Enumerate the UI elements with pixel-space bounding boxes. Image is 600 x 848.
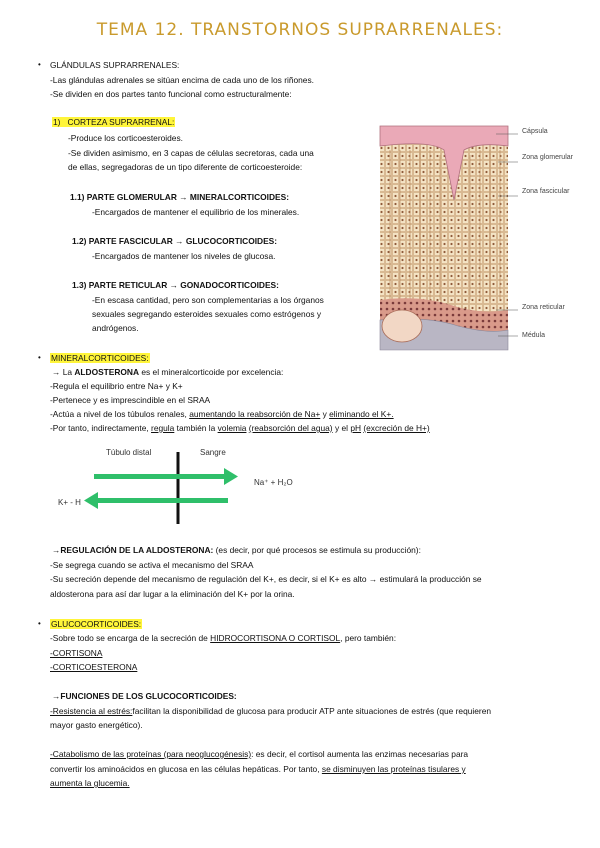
mineral-underlined: regula xyxy=(151,423,175,433)
part-reticular-desc-2: sexuales segregando esteroides sexuales como estrógenos y xyxy=(92,309,322,319)
mineral-underlined: (excreción de H+) xyxy=(363,423,430,433)
mineral-text: -Actúa a nivel de los túbulos renales, xyxy=(50,409,187,419)
gluco-underlined: -Resistencia al estrés: xyxy=(50,706,133,716)
gluco-text: , pero también: xyxy=(340,633,397,643)
gluco-title: GLUCOCORTICOIDES: xyxy=(51,619,142,629)
mineral-title: MINERALCORTICOIDES: xyxy=(51,353,149,363)
part-glomerular-num: 1.1) xyxy=(70,192,85,202)
mineral-line-4 xyxy=(50,409,394,420)
part-fascicular-name: PARTE FASCICULAR xyxy=(88,236,173,246)
mineral-line-3: -Pertenece y es imprescindible en el SRAA xyxy=(50,395,211,405)
label-tubulo-distal: Túbulo distal xyxy=(106,448,152,457)
gluco-underlined: HIDROCORTISONA O CORTISOL xyxy=(210,633,341,643)
arrow-right-icon: → xyxy=(52,691,61,701)
gluco-text: -Sobre todo se encarga de la secreción de xyxy=(50,633,208,643)
part-fascicular-num: 1.2) xyxy=(72,236,87,246)
part-reticular-heading xyxy=(72,280,279,291)
arrow-right-icon: → xyxy=(52,545,61,555)
part-fascicular-desc: -Encargados de mantener los niveles de glucosa. xyxy=(92,251,276,261)
corteza-heading xyxy=(52,117,175,128)
funcion-1-line-2: mayor gasto energético). xyxy=(50,720,143,730)
bullet-icon: • xyxy=(38,353,41,362)
transport-arrows xyxy=(58,448,328,528)
gluco-text: facilitan la disponibilidad de glucosa para producir ATP ante situaciones de estrés (que requieren xyxy=(132,706,492,716)
part-fascicular-hormone: GLUCOCORTICOIDES: xyxy=(185,236,278,246)
mineral-line-1 xyxy=(52,367,283,378)
label-k-h: K+ - H xyxy=(58,498,81,507)
page-title: TEMA 12. TRANSTORNOS SUPRARRENALES: xyxy=(96,20,504,40)
regulacion-line-3: aldosterona para así dar lugar a la eliminación del K+ por la orina. xyxy=(50,589,295,599)
part-reticular-name: PARTE RETICULAR xyxy=(88,280,168,290)
regulacion-title: REGULACIÓN DE LA ALDOSTERONA: xyxy=(60,545,214,555)
mineral-underlined: (reabsorción del agua) xyxy=(248,423,333,433)
corteza-line-1: -Produce los corticoesteroides. xyxy=(68,133,183,143)
label-zona-fascicular: Zona fascicular xyxy=(522,188,570,195)
mineral-text: también la xyxy=(176,423,216,433)
gluco-underlined: aumenta la glucemia. xyxy=(50,778,130,788)
regulacion-paren: (es decir, por qué procesos se estimula su producción): xyxy=(215,545,421,555)
gluco-underlined: se disminuyen las proteínas tisulares y xyxy=(321,764,466,774)
mineral-text: La xyxy=(62,367,73,377)
mineral-text: y el xyxy=(334,423,348,433)
arrow-right-icon: → xyxy=(169,280,178,290)
label-zona-glomerular: Zona glomerular xyxy=(522,154,573,161)
mineral-line-2: -Regula el equilibrio entre Na+ y K+ xyxy=(50,381,183,391)
mineral-line-5 xyxy=(50,423,430,434)
regulacion-line-1: -Se segrega cuando se activa el mecanismo del SRAA xyxy=(50,560,254,570)
corteza-line-3: de ellas, segregadoras de un tipo diferente de corticoesteroide: xyxy=(68,162,303,172)
arrow-right-icon: → xyxy=(175,236,184,246)
bullet-icon: • xyxy=(38,619,41,628)
adrenal-cortex-illustration xyxy=(378,120,588,352)
part-reticular-num: 1.3) xyxy=(72,280,87,290)
arrow-right-icon: → xyxy=(52,367,61,377)
intro-line-2: -Se dividen en dos partes tanto funcional como estructuralmente: xyxy=(50,89,292,99)
corteza-title: CORTEZA SUPRARRENAL: xyxy=(67,117,175,127)
mineral-underlined: volemia xyxy=(217,423,247,433)
label-medula: Médula xyxy=(522,332,545,339)
intro-line-1: -Las glándulas adrenales se sitúan encima de cada uno de los riñones. xyxy=(50,75,314,85)
mineral-text: es el mineralcorticoide por excelencia: xyxy=(141,367,284,377)
mineral-underlined: pH xyxy=(350,423,362,433)
gluco-heading xyxy=(50,619,142,630)
section-heading-glandulas: GLÁNDULAS SUPRARRENALES: xyxy=(50,60,180,70)
part-glomerular-name: PARTE GLOMERULAR xyxy=(86,192,177,202)
part-reticular-desc-1: -En escasa cantidad, pero son complementarias a los órganos xyxy=(92,295,324,305)
part-glomerular-desc: -Encargados de mantener el equilibrio de los minerales. xyxy=(92,207,300,217)
label-sangre: Sangre xyxy=(200,448,226,457)
mineral-heading xyxy=(50,353,150,364)
gluco-underlined: -CORTICOESTERONA xyxy=(50,662,138,672)
funcion-2-line-2 xyxy=(50,764,466,775)
aldosterona-term: ALDOSTERONA xyxy=(74,367,140,377)
funcion-2-line-3 xyxy=(50,778,130,789)
label-capsula: Cápsula xyxy=(522,128,548,135)
bullet-icon: • xyxy=(38,60,41,69)
gluco-underlined: -CORTISONA xyxy=(50,648,103,658)
tubule-transport-diagram xyxy=(58,448,328,528)
corteza-number: 1) xyxy=(53,117,61,127)
regulacion-line-2: -Su secreción depende del mecanismo de regulación del K+, es decir, si el K+ es alto → estimulará la producción se xyxy=(50,574,482,584)
gluco-text: convertir los aminoácidos en glucosa en las células hepáticas. Por tanto, xyxy=(50,764,320,774)
funcion-2-line-1 xyxy=(50,749,468,760)
mineral-text: -Por tanto, indirectamente, xyxy=(50,423,149,433)
gluco-underlined: -Catabolismo de las proteínas (para neoglucogénesis) xyxy=(50,749,252,759)
label-na-h2o: Na⁺ + H₂O xyxy=(254,478,293,487)
arrow-right-icon: → xyxy=(179,192,188,202)
gluco-line-3 xyxy=(50,662,137,673)
funcion-1-line-1 xyxy=(50,706,491,717)
part-fascicular-heading xyxy=(72,236,277,247)
regulacion-heading xyxy=(52,545,421,556)
mineral-text: y xyxy=(322,409,327,419)
gluco-line-2 xyxy=(50,648,102,659)
corteza-line-2: -Se dividen asimismo, en 3 capas de células secretoras, cada una xyxy=(68,148,314,158)
gluco-line-1 xyxy=(50,633,396,644)
funciones-title: FUNCIONES DE LOS GLUCOCORTICOIDES: xyxy=(60,691,237,701)
part-reticular-hormone: GONADOCORTICOIDES: xyxy=(180,280,279,290)
mineral-underlined: aumentando la reabsorción de Na+ xyxy=(189,409,321,419)
label-zona-reticular: Zona reticular xyxy=(522,304,565,311)
part-glomerular-heading xyxy=(70,192,289,203)
mineral-underlined: eliminando el K+. xyxy=(329,409,394,419)
part-glomerular-hormone: MINERALCORTICOIDES: xyxy=(189,192,290,202)
gluco-text: : es decir, el cortisol aumenta las enzimas necesarias para xyxy=(251,749,469,759)
funciones-heading xyxy=(52,691,237,702)
part-reticular-desc-3: andrógenos. xyxy=(92,323,139,333)
